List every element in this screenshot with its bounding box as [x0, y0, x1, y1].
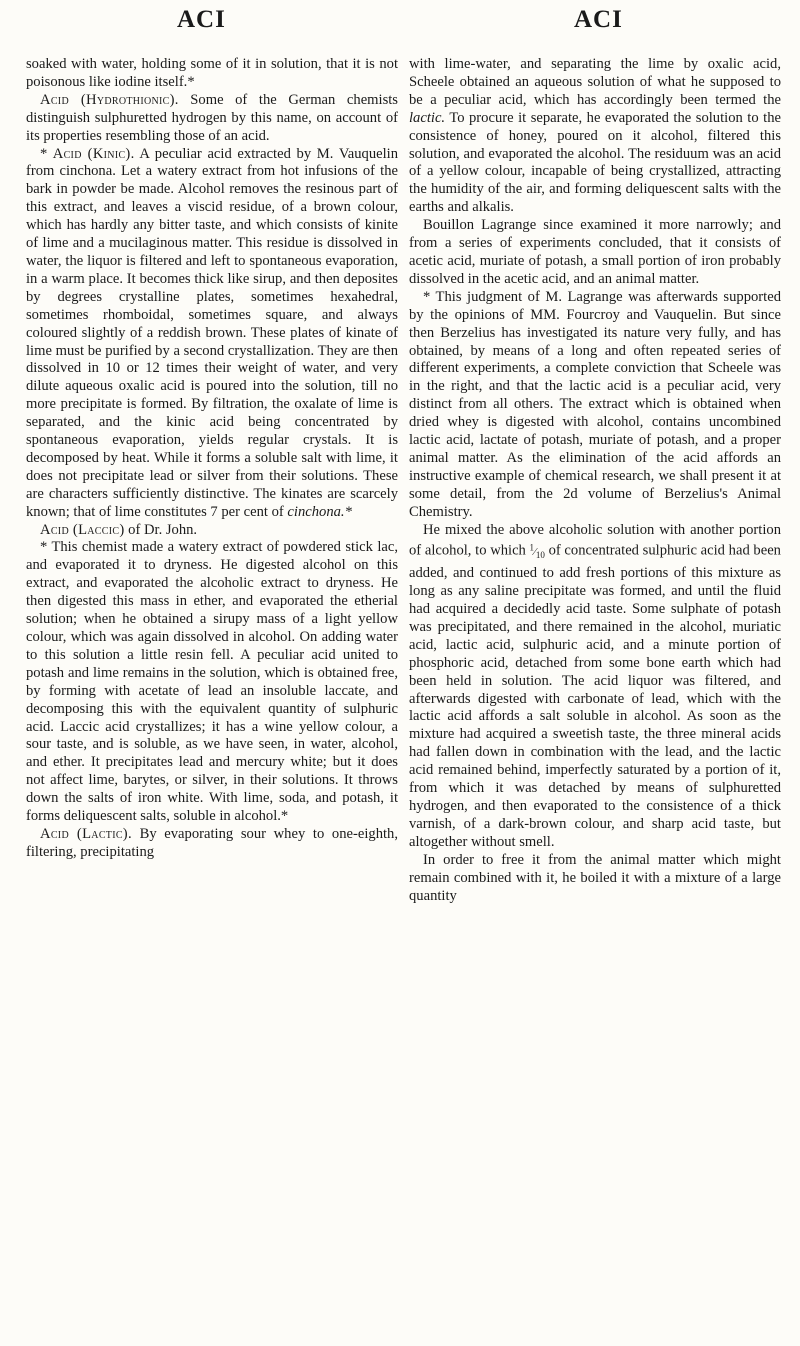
running-header	[0, 0, 800, 60]
entry-heading: Acid (Lactic).	[40, 825, 132, 842]
paragraph-text: He mixed the above alcoholic solution with another portion of alcohol, to which	[409, 521, 781, 560]
entry-heading: Acid (Laccic)	[40, 521, 125, 538]
paragraph	[26, 539, 398, 826]
paragraph	[409, 56, 781, 217]
paragraph	[409, 852, 781, 906]
paragraph	[26, 92, 398, 146]
entry-heading: * Acid (Kinic).	[40, 145, 135, 162]
paragraph	[409, 522, 781, 852]
italic-text: lactic.	[409, 109, 446, 126]
paragraph	[409, 217, 781, 289]
header-right-title: ACI	[574, 6, 623, 33]
paragraph-text: Some of the German chemists distinguish sulphuretted hydrogen by this name, on account of its properties resembling those of an acid.	[26, 91, 398, 144]
paragraph-text: soaked with water, holding some of it in solution, that it is not poisonous like iodine itself.*	[26, 56, 398, 90]
paragraph-text: A peculiar acid extracted by M. Vauquelin from cinchona. Let a watery extract from hot infusions of the bark in powder be made. Alcohol removes the resinous part of this extract, and leaves a viscid residue, of a brown colour, which has hardly any bitter taste, and which consists of kinite of lime and a mucilaginous matter. This residue is dissolved in water, the liquor is filtered and left to spontaneous evaporation, in a warm place. It becomes thick like sirup, and then deposites by degrees crystalline plates, sometimes hexahedral, sometimes rhomboidal, sometimes square, and always coloured slightly of a reddish brown. These plates of kinate of lime must be purified by a second crystallization. They are then dissolved in 10 or 12 times their weight of water, and very dilute aqueous oxalic acid is poured into the solution, till no more precipitate is formed. By filtration, the oxalate of lime is separated, and the kinic acid being concentrated by spontaneous evaporation, yields regular crystals. It is decomposed by heat. While it forms a soluble salt with lime, it does not precipitate lead or silver from their solutions. These are characters sufficiently distinctive. The kinates are scarcely known; that of lime constitutes 7 per cent of	[26, 145, 398, 520]
paragraph-text: of concentrated sulphuric acid had been added, and continued to add fresh portions of this mixture as long as any saline precipitate was formed, and until the fluid had acquired a decidedly acid taste. Some sulphate of potash was precipitated, and there remained in the alcohol, muriatic acid, lactic acid, sulphuric acid, and a minute portion of phosphoric acid, detached from some bone earth which had been held in solution. The acid liquor was filtered, and afterwards digested with carbonate of lead, which with the lactic acid affords a salt soluble in alcohol. As soon as the mixture had acquired a sweetish taste, the three mineral acids had fallen down in combination with the lead, and the lactic acid remained behind, imperfectly saturated by a portion of it, from which it was detached by means of sulphuretted hydrogen, and then evaporated to the consistence of a thick varnish, of a dark-brown colour, and sharp acid taste, but altogether without smell.	[409, 543, 781, 850]
paragraph-text: of Dr. John.	[124, 521, 198, 538]
fraction-denominator: 10	[535, 550, 545, 561]
paragraph-text: * This judgment of M. Lagrange was afterwards supported by the opinions of MM. Fourcroy and Vauquelin. But since then Berzelius has investigated its nature very fully, and has obtained, by means of a long and often repeated series of different experiments, a complete conviction that Scheele was in the right, and that the lactic acid is a peculiar acid, very distinct from all others. The extract which is obtained when dried whey is digested with alcohol, contains uncombined lactic acid, lactate of potash, muriate of potash, and a proper animal matter. As the elimination of the acid affords an instructive example of chemical research, we shall present it at some detail, from the 2d volume of Berzelius's Animal Chemistry.	[409, 288, 781, 520]
entry-heading: Acid (Hydrothionic).	[40, 91, 179, 108]
italic-text: cinchona.*	[287, 503, 352, 520]
fraction: $^1⁄_{10}$	[529, 542, 545, 561]
paragraph	[409, 289, 781, 522]
paragraph-text: * This chemist made a watery extract of powdered stick lac, and evaporated it to dryness. He digested alcohol on this extract, and evaporated the alcoholic extract to dryness. He then digested this mass in ether, and evaporated the etherial solution; when he obtained a sirupy mass of a light yellow colour, which was again dissolved in alcohol. On adding water to this solution a little resin fell. A peculiar acid united to potash and lime remains in the solution, which is obtained free, by forming with acetate of lead an insoluble laccate, and decomposing this with the equivalent quantity of sulphuric acid. Laccic acid crystallizes; it has a wine yellow colour, a sour taste, and is soluble, as we have seen, in water, alcohol, and ether. It precipitates lead and mercury white; but it does not affect lime, barytes, or silver, in their solutions. It throws down the salts of iron white. With lime, soda, and potash, it forms deliquescent salts, soluble in alcohol.*	[26, 539, 398, 825]
paragraph	[26, 522, 398, 540]
paragraph	[26, 146, 398, 522]
paragraph	[26, 56, 398, 92]
left-column	[26, 56, 398, 862]
paragraph-text: By evaporating sour whey to one-eighth, filtering, precipitating	[26, 825, 398, 860]
paragraph	[26, 826, 398, 862]
paragraph-text: In order to free it from the animal matter which might remain combined with it, he boiled it with a mixture of a large quantity	[409, 851, 781, 904]
paragraph-text: with lime-water, and separating the lime by oxalic acid, Scheele obtained an aqueous solution of what he supposed to be a peculiar acid, which has accordingly been termed the	[409, 56, 781, 108]
header-left-title: ACI	[177, 6, 226, 33]
fraction-numerator: 1	[529, 542, 535, 553]
paragraph-text: Bouillon Lagrange since examined it more narrowly; and from a series of experiments concluded, that it consists of acetic acid, muriate of potash, a small portion of iron probably dissolved in the acetic acid, and an animal matter.	[409, 217, 781, 287]
paragraph-text: To procure it separate, he evaporated the solution to the consistence of honey, poured on it alcohol, filtered this solution, and evaporated the alcohol. The residuum was an acid of a yellow colour, incapable of being crystallized, attracting the humidity of the air, and forming deliquescent salts with the earths and alkalis.	[409, 109, 781, 216]
right-column	[409, 56, 781, 905]
